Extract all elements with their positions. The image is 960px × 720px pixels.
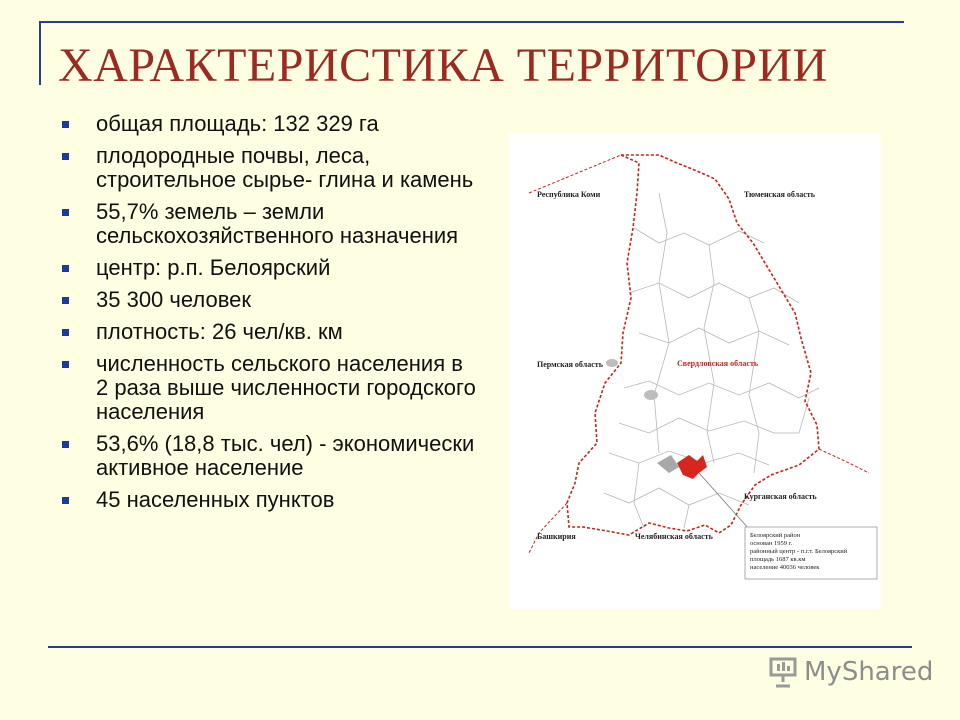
label-kurgan: Курганская область (744, 492, 817, 501)
bullet-square-icon (62, 209, 69, 216)
region-map (509, 133, 881, 609)
bullet-item: плодородные почвы, леса, строительное сырье- глина и камень (60, 144, 480, 192)
presentation-icon (768, 656, 798, 688)
town-marker (644, 390, 658, 400)
neighbour-border (529, 503, 567, 553)
label-komi: Республика Коми (537, 190, 601, 199)
top-rule (40, 21, 904, 23)
label-perm: Пермская область (537, 360, 603, 369)
bullet-item: плотность: 26 чел/кв. км (60, 320, 480, 344)
beloyarsky-district (677, 455, 707, 479)
bullet-item: численность сельского населения в 2 раза выше численности городского населения (60, 352, 480, 424)
info-line: население 40036 человек (750, 564, 820, 571)
neighbour-border (819, 449, 869, 473)
left-rule (39, 21, 41, 85)
bullet-item: центр: р.п. Белоярский (60, 256, 480, 280)
info-line: Белоярский район (750, 532, 801, 539)
bullet-square-icon (62, 441, 69, 448)
region-map-svg (509, 133, 881, 609)
bullet-item: общая площадь: 132 329 га (60, 112, 480, 136)
label-chelyabinsk: Челябинская область (635, 532, 713, 541)
info-line: основан 1959 г. (750, 540, 793, 547)
bullet-item: 55,7% земель – земли сельскохозяйственного назначения (60, 200, 480, 248)
bottom-rule (48, 646, 912, 648)
watermark-text: MyShared (804, 657, 934, 687)
bullet-square-icon (62, 121, 69, 128)
bullet-square-icon (62, 361, 69, 368)
neighbour-border (529, 155, 621, 193)
bullet-square-icon (62, 497, 69, 504)
label-tyumen: Тюменская область (744, 190, 815, 199)
town-marker (606, 359, 618, 367)
info-line: площадь 1687 кв.км (750, 556, 806, 563)
watermark (768, 656, 933, 688)
bullet-item: 53,6% (18,8 тыс. чел) - экономически активное население (60, 432, 480, 480)
bullet-item: 45 населенных пунктов (60, 488, 480, 512)
pointer-line (699, 473, 749, 529)
bullet-square-icon (62, 297, 69, 304)
bullet-square-icon (62, 153, 69, 160)
bullet-item: 35 300 человек (60, 288, 480, 312)
slide-title: ХАРАКТЕРИСТИКА ТЕРРИТОРИИ (58, 39, 828, 92)
label-sverdlovsk: Свердловская область (677, 359, 759, 368)
info-line: районный центр - п.г.т. Белоярский (750, 548, 848, 555)
town-marker (657, 455, 679, 473)
bullet-list (60, 112, 480, 520)
label-bashkiria: Башкирия (537, 532, 576, 541)
bullet-square-icon (62, 265, 69, 272)
bullet-square-icon (62, 329, 69, 336)
